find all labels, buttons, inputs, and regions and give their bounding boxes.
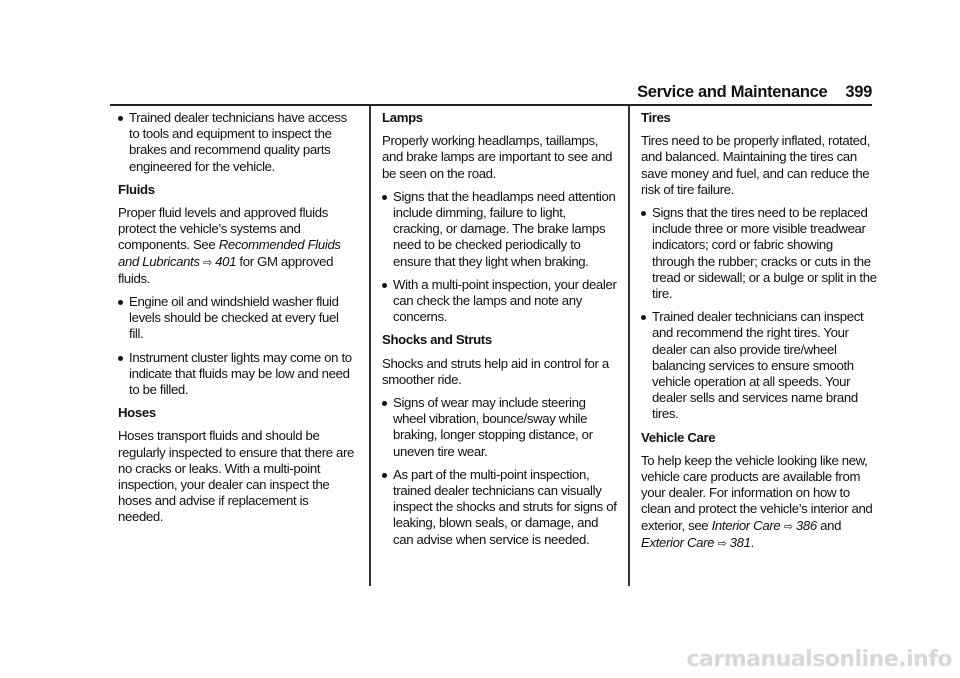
list-item: Trained dealer technicians have access to tools and equipment to inspect the brakes and recommend quality parts engineered for the vehicle.: [118, 110, 356, 175]
list-item: Signs of wear may include steering wheel vibration, bounce/sway while braking, longer stopping distance, or uneven tire wear.: [382, 395, 618, 460]
section-heading-shocks: Shocks and Struts: [382, 332, 492, 348]
column-1: [118, 110, 356, 533]
page-header: [637, 83, 872, 102]
care-text-end: .: [750, 534, 754, 550]
list-item: Signs that the tires need to be replaced include three or more visible treadwear indicators; cord or fabric showing through the rubber; cracks or cuts in the tread or sidewall; or a bulge or split in the tire.: [641, 205, 878, 302]
shocks-paragraph: Shocks and struts help aid in control for a smoother ride.: [382, 355, 609, 387]
lamps-paragraph: Properly working headlamps, taillamps, and brake lamps are important to see and be seen on the road.: [382, 133, 613, 181]
fluids-text-end: for GM approved fluids.: [118, 253, 334, 286]
section-title: Service and Maintenance: [637, 83, 828, 101]
fluids-paragraph: [118, 205, 356, 287]
hoses-paragraph: Hoses transport fluids and should be regularly inspected to ensure that there are no cracks or leaks. With a multi-point inspection, your dealer can inspect the hoses and advise if replacement is needed.: [118, 428, 355, 525]
cross-reference-page[interactable]: 381: [729, 534, 751, 550]
section-heading-tires: Tires: [641, 110, 671, 125]
fluids-text: Proper fluid levels and approved fluids protect the vehicle’s systems and components. See: [118, 205, 328, 253]
column-3: [641, 110, 878, 559]
cross-reference-page[interactable]: 386: [795, 517, 817, 533]
cross-reference-link[interactable]: Exterior Care: [641, 534, 715, 550]
section-heading-fluids: Fluids: [118, 181, 155, 197]
page-ref-arrow-icon: ⇨: [202, 256, 212, 269]
list-item: Instrument cluster lights may come on to indicate that fluids may be low and need to be filled.: [118, 350, 356, 399]
section-heading-lamps: Lamps: [382, 110, 423, 125]
column-divider: [628, 106, 630, 586]
page-ref-arrow-icon: ⇨: [783, 520, 793, 533]
vehicle-care-paragraph: [641, 453, 878, 552]
list-item: Trained dealer technicians can inspect and recommend the right tires. Your dealer can also provide tire/wheel balancing services to ensure smooth vehicle operation at all speeds. Your dealer sells and services name brand tires.: [641, 309, 878, 422]
cross-reference-link[interactable]: Interior Care: [711, 517, 781, 533]
care-text-mid: and: [816, 517, 842, 533]
header-rule: [110, 104, 872, 106]
list-item: Signs that the headlamps need attention include dimming, failure to light, cracking, or damage. The brake lamps need to be checked periodically to ensure that they light when braking.: [382, 189, 618, 270]
cross-reference-page[interactable]: 401: [215, 253, 237, 269]
column-2: [382, 110, 618, 555]
page-number: 399: [845, 83, 872, 101]
section-heading-hoses: Hoses: [118, 405, 156, 421]
column-divider: [369, 106, 371, 586]
list-item: Engine oil and windshield washer fluid levels should be checked at every fuel fill.: [118, 294, 356, 343]
cross-reference-link[interactable]: Recommended Fluids and Lubricants: [118, 237, 341, 269]
list-item: With a multi-point inspection, your dealer can check the lamps and note any concerns.: [382, 277, 618, 326]
care-text: To help keep the vehicle looking like new, vehicle care products are available from your dealer. For information on how to clean and protect the vehicle’s interior and exterior, see: [641, 452, 873, 533]
list-item: As part of the multi-point inspection, trained dealer technicians can visually inspect the shocks and struts for signs of leaking, blown seals, or damage, and can advise when service is needed.: [382, 467, 618, 548]
watermark: carmanualsonline.info: [686, 647, 952, 672]
page-ref-arrow-icon: ⇨: [717, 537, 727, 550]
tires-paragraph: Tires need to be properly inflated, rotated, and balanced. Maintaining the tires can save money and fuel, and can reduce the risk of tire failure.: [641, 133, 870, 197]
section-heading-vehicle-care: Vehicle Care: [641, 429, 716, 445]
